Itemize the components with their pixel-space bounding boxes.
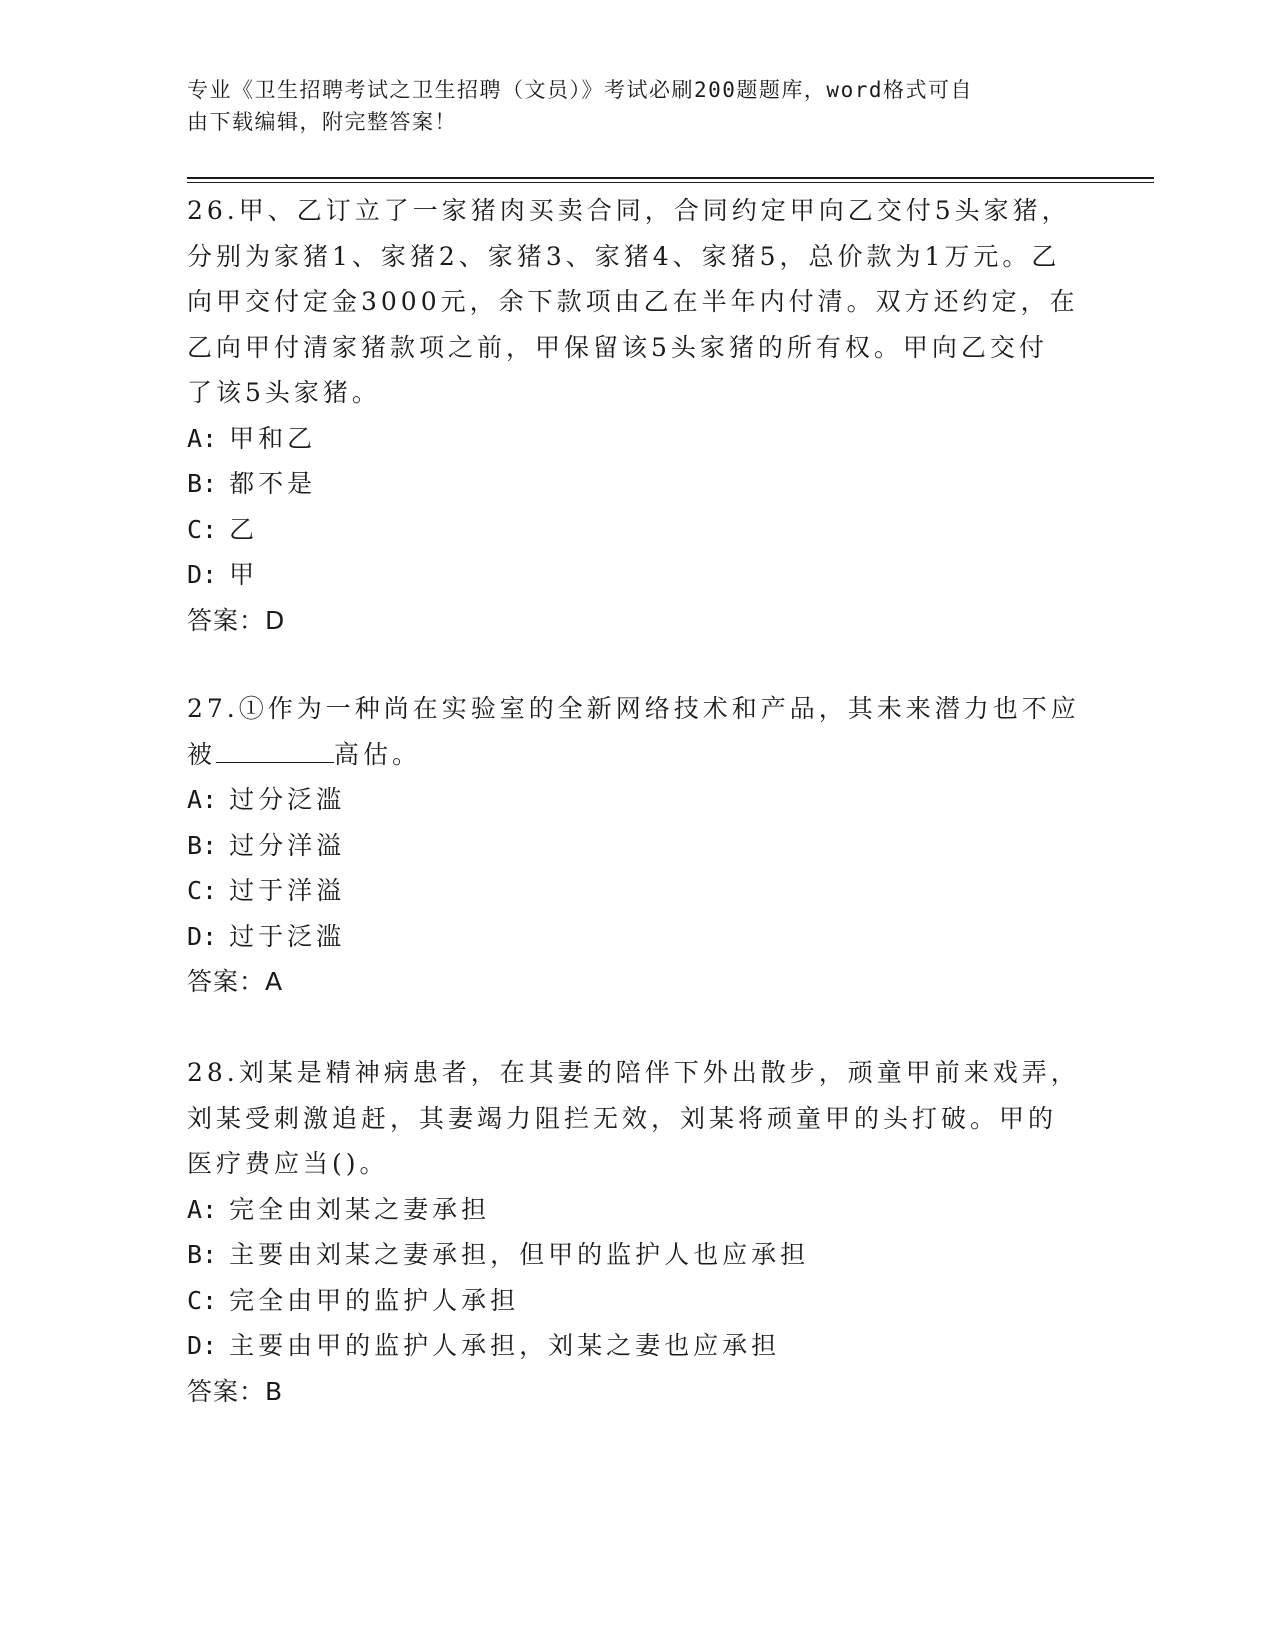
option-d	[187, 552, 1087, 598]
option-b	[187, 461, 1087, 507]
question-27	[187, 686, 1087, 1005]
option-b	[187, 1232, 1087, 1278]
question-stem	[187, 188, 1087, 416]
answer-line: 答案：B	[187, 1376, 284, 1406]
option-key: D:	[187, 1331, 218, 1360]
option-key: C:	[187, 514, 218, 544]
option-text: 甲和乙	[229, 423, 317, 453]
stem-line: 乙向甲付清家猪款项之前，甲保留该5头家猪的所有权。甲向乙交付	[187, 332, 1048, 362]
option-c	[187, 507, 1087, 553]
option-key: A:	[187, 423, 218, 453]
option-text: 完全由刘某之妻承担	[229, 1194, 491, 1224]
option-key: B:	[187, 830, 218, 860]
stem-line: 刘某受刺激追赶，其妻竭力阻拦无效，刘某将顽童甲的头打破。甲的	[187, 1103, 1058, 1133]
stem-line: 分别为家猪1、家猪2、家猪3、家猪4、家猪5，总价款为1万元。乙	[187, 241, 1061, 271]
stem-line: 28.刘某是精神病患者，在其妻的陪伴下外出散步，顽童甲前来戏弄，	[187, 1058, 1080, 1087]
question-28	[187, 1050, 1087, 1414]
stem-line: 了该5头家猪。	[187, 378, 381, 407]
header-line-1: 专业《卫生招聘考试之卫生招聘（文员）》考试必刷200题题库，word格式可自	[187, 78, 973, 102]
option-c	[187, 1278, 1087, 1324]
option-text: 完全由甲的监护人承担	[229, 1285, 520, 1315]
option-a	[187, 416, 1087, 462]
stem-text: 高估。	[334, 739, 422, 769]
option-key: A:	[187, 785, 218, 814]
option-key: D:	[187, 921, 218, 951]
stem-line	[187, 732, 1087, 778]
option-text: 乙	[229, 514, 259, 544]
fill-in-blank	[216, 736, 334, 763]
stem-line: 26.甲、乙订立了一家猪肉买卖合同，合同约定甲向乙交付5头家猪，	[187, 196, 1071, 225]
stem-line: 27.①作为一种尚在实验室的全新网络技术和产品，其未来潜力也不应	[187, 694, 1080, 723]
question-26	[187, 188, 1087, 643]
option-key: C:	[187, 876, 218, 905]
header-divider-thin	[187, 182, 1154, 183]
stem-text: 被	[187, 739, 217, 769]
option-text: 甲	[229, 560, 259, 589]
option-d	[187, 1323, 1087, 1369]
document-header	[187, 74, 1067, 138]
answer-line: 答案：D	[187, 605, 286, 635]
question-stem	[187, 686, 1087, 777]
option-text: 过分洋溢	[229, 830, 346, 860]
question-stem	[187, 1050, 1087, 1187]
option-text: 过分泛滥	[229, 785, 346, 814]
option-a	[187, 1187, 1087, 1233]
option-d	[187, 914, 1087, 960]
stem-line: 向甲交付定金3000元，余下款项由乙在半年内付清。双方还约定，在	[187, 287, 1079, 316]
option-key: D:	[187, 560, 218, 589]
option-text: 过于泛滥	[229, 921, 346, 951]
option-b	[187, 823, 1087, 869]
option-text: 过于洋溢	[229, 876, 346, 905]
option-key: B:	[187, 469, 218, 498]
option-a	[187, 777, 1087, 823]
option-text: 主要由刘某之妻承担，但甲的监护人也应承担	[229, 1240, 810, 1269]
option-key: C:	[187, 1285, 218, 1315]
option-text: 主要由甲的监护人承担，刘某之妻也应承担	[229, 1331, 781, 1360]
option-text: 都不是	[229, 469, 317, 498]
stem-line: 医疗费应当()。	[187, 1149, 389, 1178]
option-key: B:	[187, 1240, 218, 1269]
answer-line: 答案：A	[187, 967, 284, 996]
header-divider-thick	[187, 177, 1154, 179]
option-c	[187, 868, 1087, 914]
header-line-2: 由下载编辑，附完整答案！	[187, 110, 457, 134]
option-key: A:	[187, 1194, 218, 1224]
